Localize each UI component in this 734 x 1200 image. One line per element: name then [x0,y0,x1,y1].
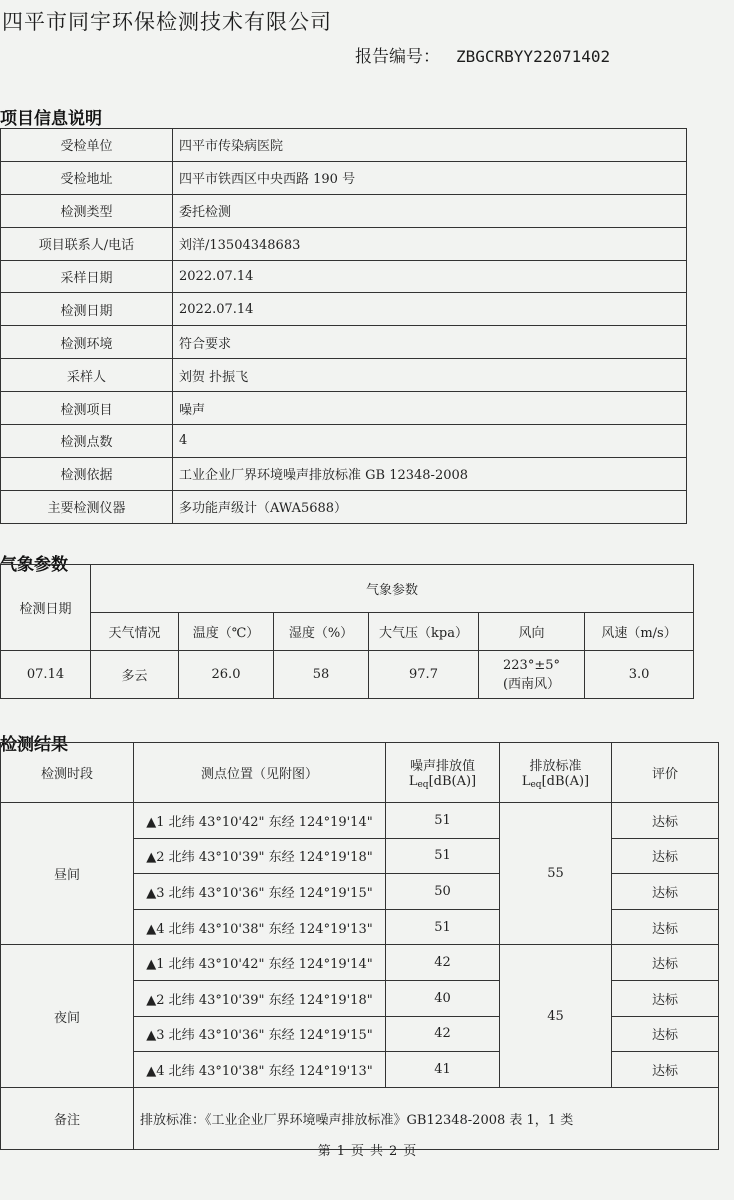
results-note-label: 备注 [1,1087,134,1149]
results-standard-header [500,743,612,803]
results-standard-header-unit [504,774,607,790]
project-row-label: 检测类型 [1,194,173,227]
project-row [1,260,687,293]
project-row [1,359,687,392]
project-row [1,129,687,162]
project-row-label: 主要检测仪器 [1,490,173,523]
results-value: 42 [386,945,500,981]
project-row [1,293,687,326]
results-table [0,742,719,1150]
results-location: ▲3 北纬 43°10'36" 东经 124°19'15" [134,874,386,910]
project-row-label: 检测日期 [1,293,173,326]
project-info-table [0,128,687,524]
footer-page: 1 [336,1144,345,1159]
results-section-title: 检测结果 [0,735,68,755]
results-row [1,945,719,981]
results-eval: 达标 [612,803,719,839]
footer-total: 2 [389,1144,398,1159]
results-note-text: 排放标准：《工业企业厂界环境噪声排放标准》GB12348-2008 表 1，1 类 [134,1087,719,1149]
results-eval: 达标 [612,838,719,874]
results-location: ▲2 北纬 43°10'39" 东经 124°19'18" [134,980,386,1016]
results-period-header: 检测时段 [1,743,134,803]
weather-col-condition: 天气情况 [91,613,179,651]
results-eval: 达标 [612,1016,719,1052]
results-standard-day: 55 [500,803,612,945]
results-location: ▲1 北纬 43°10'42" 东经 124°19'14" [134,803,386,839]
results-value-header [386,743,500,803]
project-row-label: 项目联系人/电话 [1,227,173,260]
results-row [1,803,719,839]
weather-col-humidity: 湿度（%） [274,613,369,651]
project-row-value: 刘贺 扑振飞 [173,359,687,392]
results-location: ▲4 北纬 43°10'38" 东经 124°19'13" [134,909,386,945]
project-row [1,425,687,458]
footer-prefix: 第 [317,1144,331,1159]
project-row-label: 检测项目 [1,392,173,425]
project-row-label: 检测环境 [1,326,173,359]
project-row-label: 检测依据 [1,457,173,490]
project-section-title: 项目信息说明 [0,109,102,129]
results-eval-header: 评价 [612,743,719,803]
weather-temperature: 26.0 [179,651,274,699]
results-value: 50 [386,874,500,910]
report-number [355,42,610,67]
project-row-value: 噪声 [173,392,687,425]
project-row-value: 刘洋/13504348683 [173,227,687,260]
project-row-label: 受检地址 [1,161,173,194]
results-location: ▲2 北纬 43°10'39" 东经 124°19'18" [134,838,386,874]
unit-l: L [408,774,418,789]
weather-col-pressure: 大气压（kpa） [369,613,479,651]
project-row-value: 2022.07.14 [173,293,687,326]
footer-total-suffix: 页 [403,1144,417,1159]
results-eval: 达标 [612,945,719,981]
project-row [1,194,687,227]
results-value-header-unit [390,774,495,790]
std-unit-eq: eq [530,780,542,790]
results-period-night: 夜间 [1,945,134,1087]
results-location: ▲1 北纬 43°10'42" 东经 124°19'14" [134,945,386,981]
results-location: ▲4 北纬 43°10'38" 东经 124°19'13" [134,1052,386,1088]
weather-col-wind-direction: 风向 [479,613,585,651]
weather-wind-direction [479,651,585,699]
weather-col-temperature: 温度（℃） [179,613,274,651]
unit-eq: eq [417,780,429,790]
results-value: 51 [386,838,500,874]
project-row [1,227,687,260]
weather-humidity: 58 [274,651,369,699]
project-row [1,490,687,523]
project-row-value: 4 [173,425,687,458]
project-row [1,392,687,425]
results-eval: 达标 [612,909,719,945]
unit-dba: [dB(A)] [428,774,477,789]
project-row-label: 采样人 [1,359,173,392]
std-unit-dba: [dB(A)] [541,774,590,789]
footer-page-suffix: 页 [350,1144,364,1159]
results-value: 40 [386,980,500,1016]
project-row-value: 四平市铁西区中央西路 190 号 [173,161,687,194]
wind-direction-degrees: 223°±5° [503,657,560,673]
weather-wind-speed: 3.0 [585,651,694,699]
results-location-header: 测点位置（见附图） [134,743,386,803]
project-row [1,457,687,490]
project-row-value: 符合要求 [173,326,687,359]
results-value: 42 [386,1016,500,1052]
results-standard-night: 45 [500,945,612,1087]
results-value: 41 [386,1052,500,1088]
results-eval: 达标 [612,874,719,910]
project-row [1,161,687,194]
results-period-day: 昼间 [1,803,134,945]
page-footer [0,1140,734,1159]
results-value: 51 [386,803,500,839]
results-location: ▲3 北纬 43°10'36" 东经 124°19'15" [134,1016,386,1052]
project-row-value: 委托检测 [173,194,687,227]
project-row-value: 2022.07.14 [173,260,687,293]
weather-condition: 多云 [91,651,179,699]
report-number-value: ZBGCRBYY22071402 [456,47,611,66]
project-row-label: 采样日期 [1,260,173,293]
footer-total-prefix: 共 [370,1144,384,1159]
results-eval: 达标 [612,980,719,1016]
weather-col-wind-speed: 风速（m/s） [585,613,694,651]
weather-table [0,564,694,699]
project-row-value: 多功能声级计（AWA5688） [173,490,687,523]
weather-section-title: 气象参数 [0,555,68,575]
project-row [1,326,687,359]
results-value: 51 [386,909,500,945]
report-number-label: 报告编号： [355,47,440,67]
wind-direction-name: (西南风） [502,676,561,692]
project-row-label: 受检单位 [1,129,173,162]
project-row-value: 工业企业厂界环境噪声排放标准 GB 12348-2008 [173,457,687,490]
weather-date: 07.14 [1,651,91,699]
results-eval: 达标 [612,1052,719,1088]
std-unit-l: L [521,774,531,789]
project-row-value: 四平市传染病医院 [173,129,687,162]
weather-group-header: 气象参数 [91,565,694,613]
weather-pressure: 97.7 [369,651,479,699]
weather-date-header: 检测日期 [1,565,91,651]
project-row-label: 检测点数 [1,425,173,458]
results-value-header-title: 噪声排放值 [409,759,475,774]
company-name: 四平市同宇环保检测技术有限公司 [2,10,332,34]
results-standard-header-title: 排放标准 [529,759,582,774]
